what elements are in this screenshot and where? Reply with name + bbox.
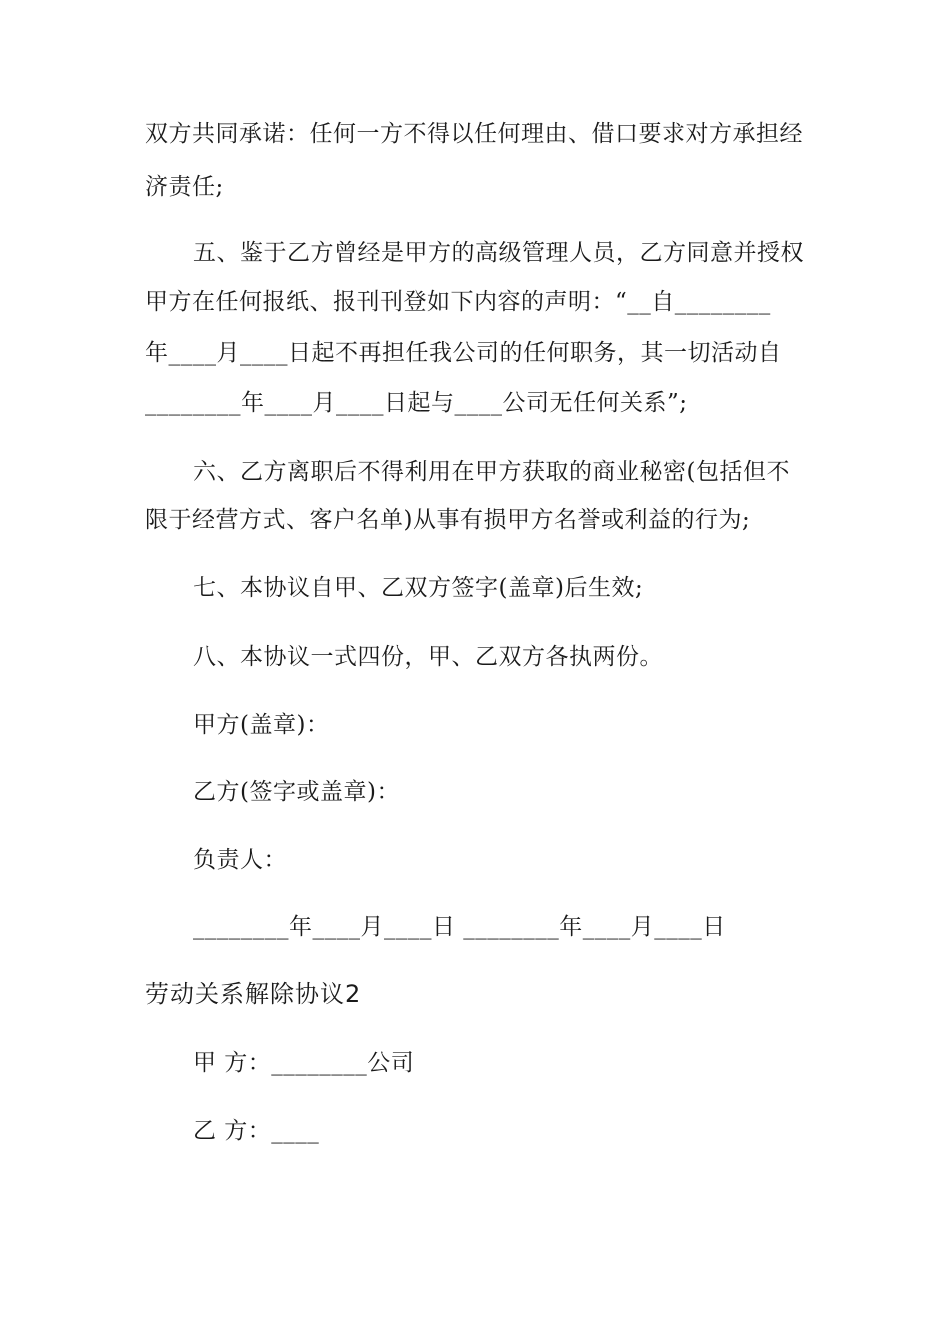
clause-five-line: 年____月____日起不再担任我公司的任何职务，其一切活动自: [145, 340, 782, 366]
clause-six-line: 六、乙方离职后不得利用在甲方获取的商业秘密(包括但不: [193, 459, 790, 485]
clause-six-line: 限于经营方式、客户名单)从事有损甲方名誉或利益的行为;: [145, 507, 751, 533]
clause-seven: 七、本协议自甲、乙双方签字(盖章)后生效;: [193, 575, 644, 601]
clause-five-line: ________年____月____日起与____公司无任何关系”;: [145, 390, 688, 416]
clause-five-line: 五、鉴于乙方曾经是甲方的高级管理人员，乙方同意并授权: [193, 240, 804, 266]
paragraph-line: 济责任;: [145, 174, 224, 200]
paragraph-line: 双方共同承诺：任何一方不得以任何理由、借口要求对方承担经: [145, 121, 803, 147]
party-a-line: 甲 方：________公司: [193, 1050, 415, 1076]
party-b-line: 乙 方：____: [193, 1118, 320, 1144]
section-heading: 劳动关系解除协议2: [145, 980, 362, 1008]
signature-dates: ________年____月____日 ________年____月____日: [193, 914, 726, 940]
responsible-person: 负责人：: [193, 847, 287, 873]
clause-eight: 八、本协议一式四份，甲、乙双方各执两份。: [193, 644, 663, 670]
clause-five-line: 甲方在任何报纸、报刊刊登如下内容的声明：“__自________: [145, 289, 771, 315]
party-b-signature: 乙方(签字或盖章)：: [193, 779, 400, 805]
party-a-seal: 甲方(盖章)：: [193, 712, 330, 738]
